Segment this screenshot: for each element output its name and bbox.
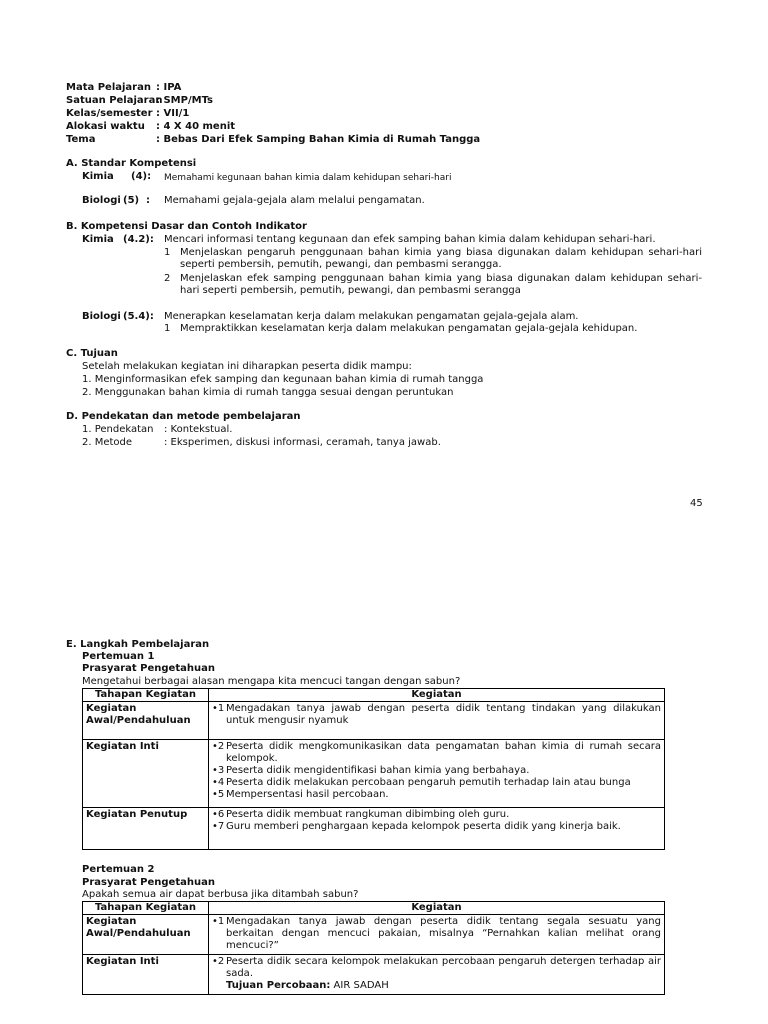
header-label: Alokasi waktu (66, 121, 145, 132)
bullet: •6 (212, 809, 225, 820)
activity-text: Mengadakan tanya jawab dengan peserta didik tentang segala sesuatu yang berkaitan dengan mencuci pakaian, misalnya “Pernahkan kalian melihat orang mencuci?” (226, 916, 661, 951)
header-value: : VII/1 (156, 108, 190, 119)
header-label: Tema (66, 134, 96, 145)
biologi-basic-text: Menerapkan keselamatan kerja dalam melakukan pengamatan gejala-gejala alam. (164, 311, 579, 322)
indicator-text: Mempraktikkan keselamatan kerja dalam melakukan pengamatan gejala-gejala kehidupan. (180, 323, 638, 334)
kimia-basic-label: Kimia (82, 234, 114, 245)
bullet: •2 (212, 956, 225, 967)
activity-text: Peserta didik mengkomunikasikan data pengamatan bahan kimia di rumah secara kelompok. (226, 741, 661, 764)
activity-item (212, 741, 661, 765)
activities-cell (209, 740, 665, 808)
header-value: : Bebas Dari Efek Samping Bahan Kimia di Rumah Tangga (156, 134, 481, 145)
prereq-title: Prasyarat Pengetahuan (82, 877, 215, 888)
indicator-text: Menjelaskan pengaruh penggunaan bahan kimia yang biasa digunakan dalam kehidupan sehari-hari seperti pembersih, pemutih, pewangi, dan pembasmi serangga. (180, 247, 702, 270)
indicator-text: Menjelaskan efek samping penggunaan bahan kimia yang biasa digunakan dalam kehidupan sehari-hari seperti pembersih, pemutih, pewangi, dan pembasmi serangga (180, 273, 702, 296)
header-label: Kelas/semester (66, 108, 153, 119)
activities-cell (209, 702, 665, 740)
column-header: Tahapan Kegiatan (83, 902, 209, 915)
method-label: 2. Metode (82, 437, 133, 448)
activity-text: Peserta didik melakukan percobaan pengaruh pemutih terhadap lain atau bunga (226, 777, 631, 788)
table-header-row (83, 689, 665, 702)
section-d-heading: D. Pendekatan dan metode pembelajaran (66, 411, 301, 422)
activities-cell (209, 808, 665, 850)
activities-cell (209, 955, 665, 995)
goal-item: 1. Menginformasikan efek samping dan kegunaan bahan kimia di rumah tangga (82, 374, 484, 385)
stage-cell: Kegiatan Awal/Pendahuluan (83, 915, 209, 955)
activity-item (212, 777, 661, 789)
bullet: •1 (212, 916, 225, 927)
activity-item (212, 789, 661, 801)
activities-table (82, 901, 665, 995)
prereq-text: Apakah semua air dapat berbusa jika ditambah sabun? (82, 889, 359, 900)
section-e-heading: E. Langkah Pembelajaran (66, 639, 210, 650)
section-c-heading: C. Tujuan (66, 348, 118, 359)
indicator-number: 1 (164, 247, 171, 258)
method-label: 1. Pendekatan (82, 424, 154, 435)
meeting-title: Pertemuan 2 (82, 864, 155, 875)
bullet: •5 (212, 789, 225, 800)
prereq-text: Mengetahui berbagai alasan mengapa kita mencuci tangan dengan sabun? (82, 676, 461, 687)
prereq-title: Prasyarat Pengetahuan (82, 663, 215, 674)
biologi-colon: : (146, 195, 150, 206)
activity-item (212, 765, 661, 777)
header-label: Mata Pelajaran (66, 82, 151, 93)
table-row (83, 808, 665, 850)
method-value: : Eksperimen, diskusi informasi, ceramah, tanya jawab. (164, 437, 441, 448)
activity-text: Mengadakan tanya jawab dengan peserta didik tentang tindakan yang dilakukan untuk mengusir nyamuk (226, 703, 661, 726)
indicator-number: 2 (164, 273, 171, 284)
table-row (83, 955, 665, 995)
stage-cell: Kegiatan Awal/Pendahuluan (83, 702, 209, 740)
bullet: •2 (212, 741, 225, 752)
indicator-number: 1 (164, 323, 171, 334)
kimia-basic-text: Mencari informasi tentang kegunaan dan efek samping bahan kimia dalam kehidupan sehari-hari. (164, 234, 656, 245)
activity-text: Peserta didik mengidentifikasi bahan kimia yang berbahaya. (226, 765, 530, 776)
biologi-basic-number: (5.4): (123, 311, 154, 322)
method-value: : Kontekstual. (164, 424, 233, 435)
biologi-label: Biologi (82, 195, 121, 206)
biologi-basic-label: Biologi (82, 311, 121, 322)
bullet: •4 (212, 777, 225, 788)
activity-text: Peserta didik membuat rangkuman dibimbing oleh guru. (226, 809, 510, 820)
header-label: Satuan Pelajaran (66, 95, 163, 106)
table-row (83, 915, 665, 955)
goal-item: 2. Menggunakan bahan kimia di rumah tangga sesuai dengan peruntukan (82, 387, 454, 398)
experiment-goal-label: Tujuan Percobaan: (226, 980, 331, 991)
column-header: Kegiatan (209, 689, 665, 702)
activity-item (212, 703, 661, 727)
activity-text: Mempersentasi hasil percobaan. (226, 789, 389, 800)
column-header: Kegiatan (209, 902, 665, 915)
stage-cell: Kegiatan Inti (83, 955, 209, 995)
biologi-competency-text: Memahami gejala-gejala alam melalui pengamatan. (164, 195, 425, 206)
activity-item (212, 809, 661, 821)
header-value: : 4 X 40 menit (156, 121, 236, 132)
bullet: •1 (212, 703, 225, 714)
activity-text: Guru memberi penghargaan kepada kelompok peserta didik yang kinerja baik. (226, 821, 621, 832)
goal-intro: Setelah melakukan kegiatan ini diharapkan peserta didik mampu: (82, 361, 412, 372)
kimia-competency-text: Memahami kegunaan bahan kimia dalam kehidupan sehari-hari (164, 173, 452, 183)
stage-cell: Kegiatan Inti (83, 740, 209, 808)
bullet: •7 (212, 821, 225, 832)
kimia-basic-number: (4.2): (123, 234, 154, 245)
table-header-row (83, 902, 665, 915)
activity-item (212, 956, 661, 980)
experiment-goal-value: AIR SADAH (330, 980, 389, 991)
activity-item (212, 821, 661, 833)
biologi-number: (5) (123, 195, 140, 206)
kimia-number: (4): (131, 171, 152, 182)
column-header: Tahapan Kegiatan (83, 689, 209, 702)
section-b-heading: B. Kompetensi Dasar dan Contoh Indikator (66, 221, 307, 232)
kimia-label: Kimia (82, 171, 114, 182)
stage-cell: Kegiatan Penutup (83, 808, 209, 850)
header-value: : SMP/MTs (156, 95, 214, 106)
table-row (83, 740, 665, 808)
table-row (83, 702, 665, 740)
header-value: : IPA (156, 82, 182, 93)
activities-cell (209, 915, 665, 955)
activity-item (212, 916, 661, 952)
activities-table (82, 688, 665, 850)
meeting-title: Pertemuan 1 (82, 651, 155, 662)
page-number: 45 (690, 498, 703, 509)
experiment-goal (212, 980, 661, 992)
section-a-heading: A. Standar Kompetensi (66, 158, 197, 169)
bullet: •3 (212, 765, 225, 776)
activity-text: Peserta didik secara kelompok melakukan percobaan pengaruh detergen terhadap air sada. (226, 956, 661, 979)
